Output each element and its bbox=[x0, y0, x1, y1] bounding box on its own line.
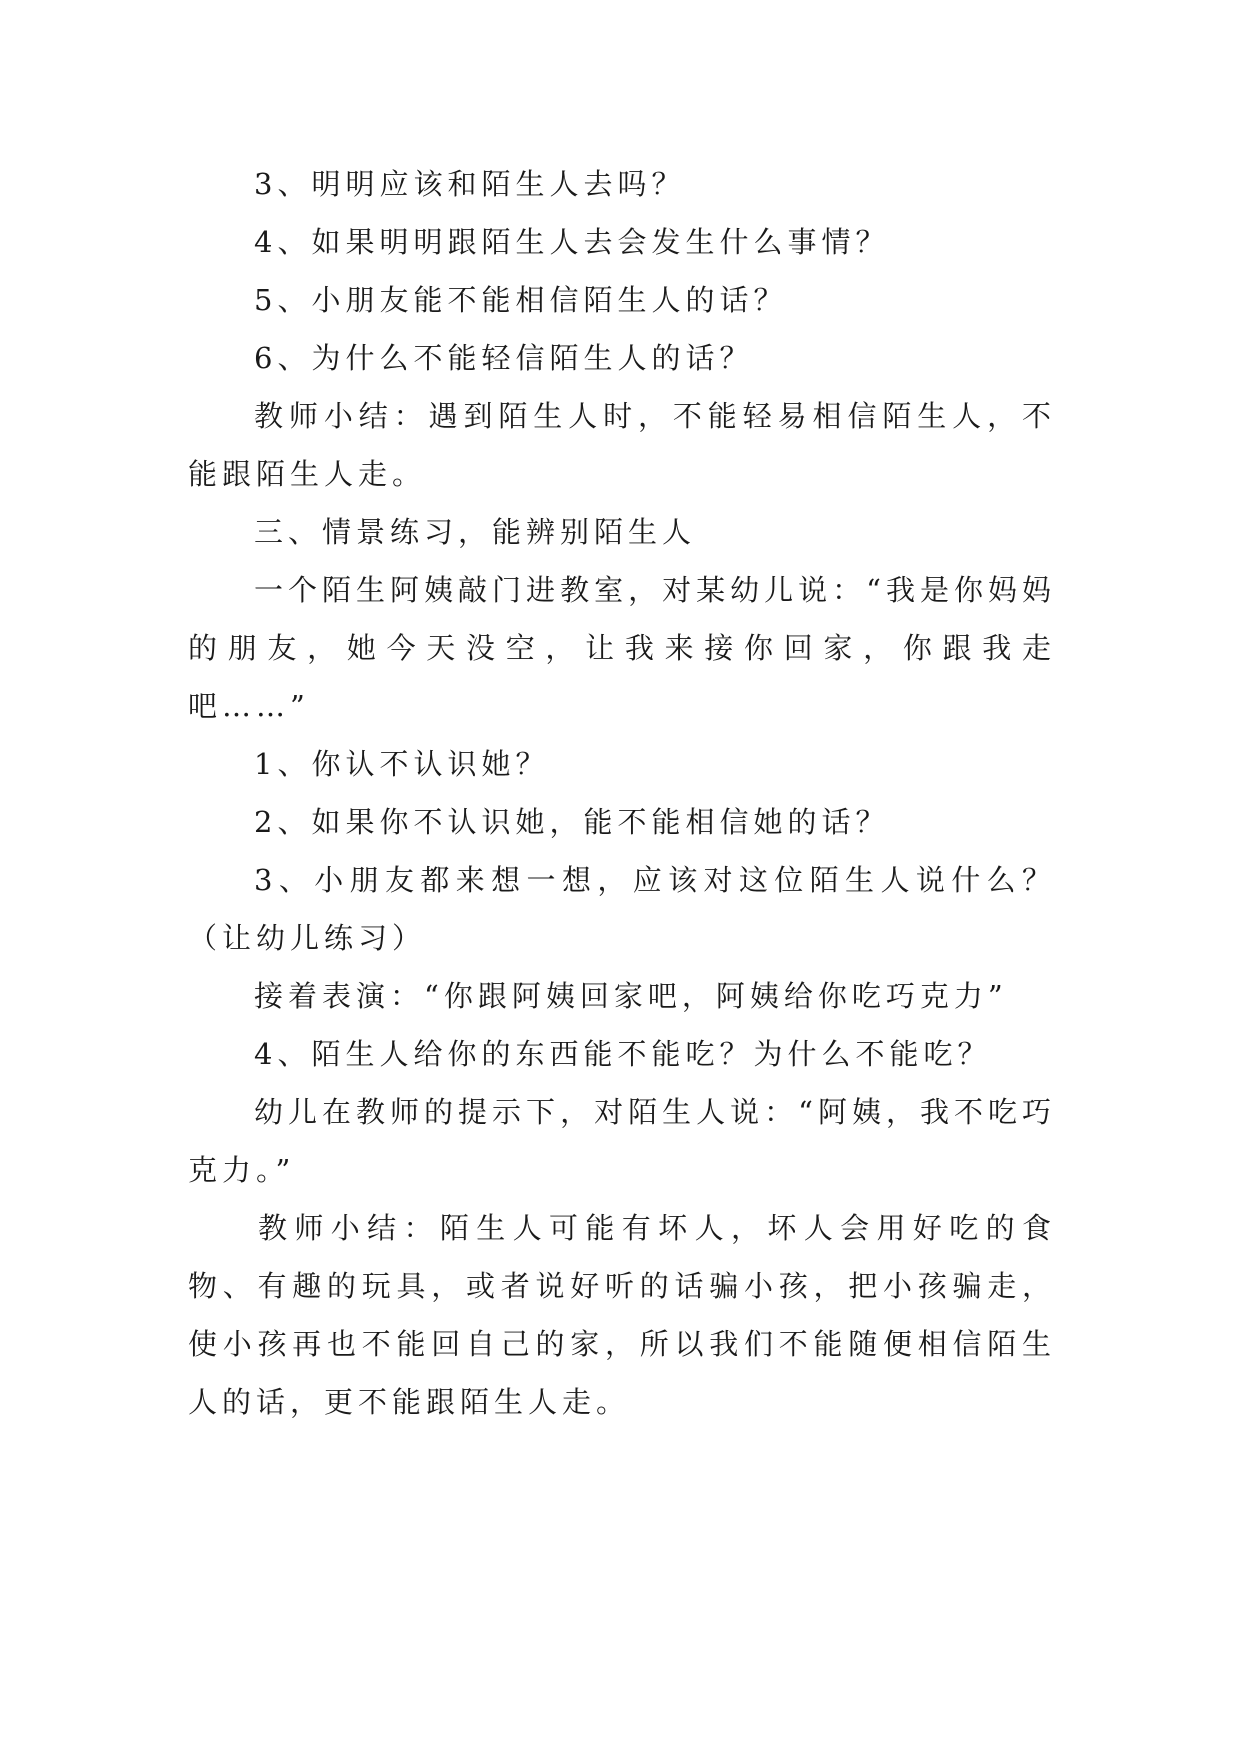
question-3: 3、明明应该和陌生人去吗？ bbox=[254, 167, 686, 201]
practice-question-3: 3、小朋友都来想一想，应该对这位陌生人说什么？（让幼儿练习） bbox=[188, 863, 1056, 955]
document-page bbox=[188, 155, 1056, 1431]
teacher-summary-1: 教师小结：遇到陌生人时，不能轻易相信陌生人，不能跟陌生人走。 bbox=[188, 399, 1056, 491]
performance-paragraph: 接着表演：“你跟阿姨回家吧，阿姨给你吃巧克力” bbox=[254, 979, 1008, 1013]
practice-question-4: 4、陌生人给你的东西能不能吃？为什么不能吃？ bbox=[254, 1037, 992, 1071]
scenario-paragraph: 一个陌生阿姨敲门进教室，对某幼儿说：“我是你妈妈的朋友，她今天没空，让我来接你回家，你跟我走吧……” bbox=[188, 573, 1056, 723]
question-6: 6、为什么不能轻信陌生人的话？ bbox=[254, 341, 754, 375]
teacher-summary-2: 教师小结：陌生人可能有坏人，坏人会用好吃的食物、有趣的玩具，或者说好听的话骗小孩，把小孩骗走，使小孩再也不能回自己的家，所以我们不能随便相信陌生人的话，更不能跟陌生人走。 bbox=[188, 1211, 1056, 1419]
practice-question-1: 1、你认不认识她？ bbox=[254, 747, 550, 781]
question-4: 4、如果明明跟陌生人去会发生什么事情？ bbox=[254, 225, 890, 259]
child-response-paragraph: 幼儿在教师的提示下，对陌生人说：“阿姨，我不吃巧克力。” bbox=[188, 1095, 1056, 1187]
practice-question-2: 2、如果你不认识她，能不能相信她的话？ bbox=[254, 805, 890, 839]
section-heading-3: 三、情景练习，能辨别陌生人 bbox=[254, 515, 697, 549]
question-5: 5、小朋友能不能相信陌生人的话？ bbox=[254, 283, 788, 317]
